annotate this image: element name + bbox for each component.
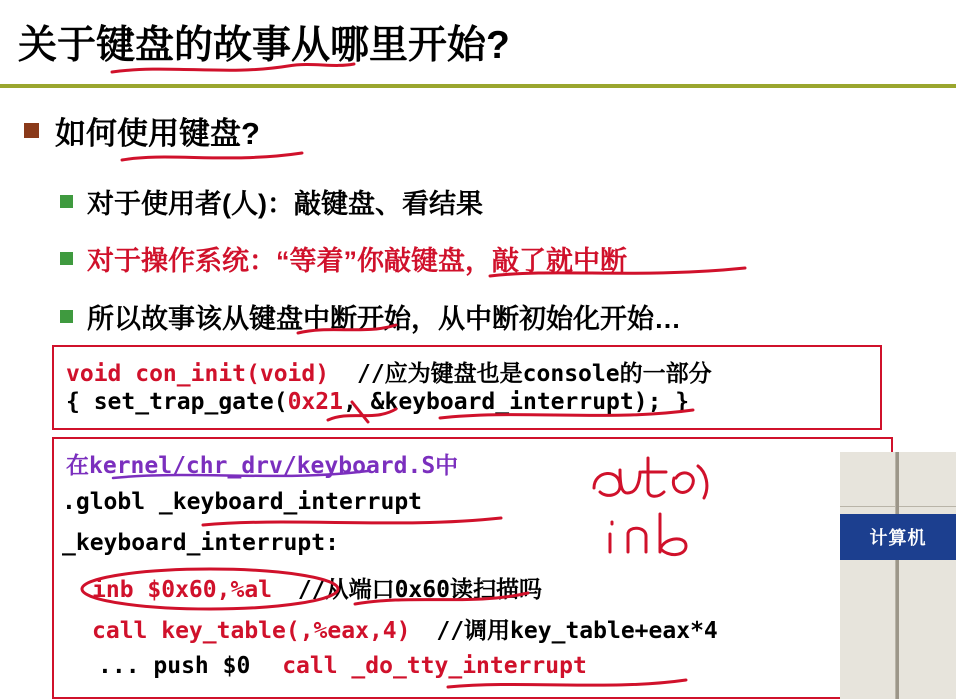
- photo-thumbnail: [840, 452, 956, 699]
- title-divider: [0, 84, 956, 88]
- code-line-call-keytable: [92, 612, 718, 645]
- bullet-level2-label: 所以故事该从键盘中断开始，从中断初始化开始…: [87, 304, 681, 334]
- code-line: [66, 355, 712, 388]
- bullet-level1-label: 如何使用键盘?: [55, 116, 260, 151]
- photo-pane: [898, 452, 956, 508]
- bullet-level2-label: 对于使用者(人)：敲键盘、看结果: [87, 189, 483, 219]
- code-line-globl: .globl _keyboard_interrupt: [62, 489, 423, 515]
- bullet-square-icon: [24, 123, 39, 138]
- photo-banner: 计算机: [840, 514, 956, 560]
- code-line-inb: [92, 571, 542, 604]
- code-line-path: 在kernel/chr_drv/keyboard.S中: [66, 453, 459, 479]
- bullet-level1: [24, 108, 260, 153]
- bullet-level2-0: [60, 182, 483, 221]
- bullet-square-icon: [60, 195, 73, 208]
- code-token-inb: inb $0x60,%al: [92, 577, 273, 603]
- code-token-signature: void con_init(void): [66, 361, 330, 387]
- bullet-square-icon: [60, 252, 73, 265]
- code-token-push: ... push $0: [98, 653, 251, 679]
- code-token-comment: //应为键盘也是console的一部分: [356, 361, 712, 387]
- code-token-comment: //调用key_table+eax*4: [436, 618, 718, 644]
- bullet-level2-label: 对于操作系统：“等着”你敲键盘，敲了就中断: [87, 246, 627, 276]
- code-token-body-open: { set_trap_gate(: [66, 389, 288, 415]
- code-line: [66, 389, 689, 415]
- code-box-2: [52, 437, 893, 699]
- page-title: 关于键盘的故事从哪里开始?: [18, 24, 510, 67]
- code-line-push-call: [98, 653, 587, 679]
- code-token-irq-number: 0x21: [287, 389, 343, 415]
- code-token-call: call key_table(,%eax,4): [92, 618, 411, 644]
- code-token-comment: //从端口0x60读扫描吗: [297, 577, 542, 603]
- bullet-square-icon: [60, 310, 73, 323]
- code-token-body-close: , &keyboard_interrupt); }: [342, 389, 690, 415]
- code-token-call-tty: call _do_tty_interrupt: [282, 653, 587, 679]
- bullet-level2-2: [60, 297, 681, 336]
- photo-divider: [896, 452, 899, 699]
- bullet-level2-1: [60, 239, 627, 278]
- code-box-1: [52, 345, 882, 430]
- code-line-label: _keyboard_interrupt:: [62, 530, 339, 556]
- photo-pane: [840, 452, 896, 508]
